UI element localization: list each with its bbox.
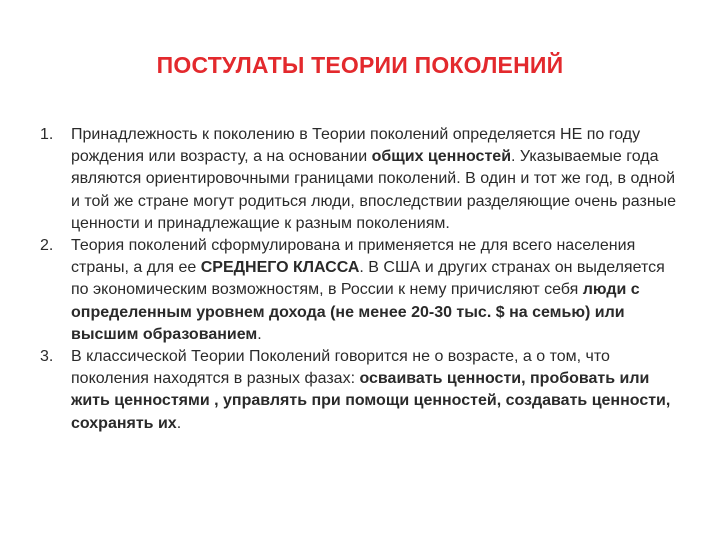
- postulate-emphasis: осваивать ценности, пробовать или жить ценностями , управлять при помощи ценностей, создавать ценности, сохранять их: [71, 370, 671, 432]
- postulate-text: .: [176, 414, 182, 432]
- item-number: 3.: [40, 348, 54, 366]
- postulate-emphasis: люди с определенным уровнем дохода (не менее 20-30 тыс. $ на семью) или высшим образованием: [71, 281, 640, 343]
- postulate-text: . В США и других странах он выделяется по экономическим возможностям, в России к нему причисляют себя: [71, 259, 665, 299]
- postulate-text: .: [257, 325, 262, 343]
- postulate-emphasis: СРЕДНЕГО КЛАССА: [200, 259, 360, 277]
- postulate-text: . Указываемые года являются ориентировочными границами поколений. В один и тот же год, в одной и той же стране могут родиться люди, впоследствии разделяющие очень разные ценности и принадлежащие к разным поколениям.: [71, 148, 677, 232]
- postulate-item-1: [40, 124, 680, 235]
- slide-title: ПОСТУЛАТЫ ТЕОРИИ ПОКОЛЕНИЙ: [156, 52, 564, 78]
- item-number: 2.: [40, 237, 54, 255]
- postulate-emphasis: общих ценностей: [371, 148, 512, 166]
- postulate-text: Принадлежность к поколению в Теории поколений определяется НЕ по году рождения или возрасту, а на основании: [71, 126, 641, 166]
- postulate-list: [40, 124, 680, 435]
- item-number: 1.: [40, 126, 54, 143]
- postulate-item-3: [40, 346, 680, 435]
- postulate-text: Теория поколений сформулирована и применяется не для всего населения страны, а для ее: [71, 237, 636, 277]
- postulate-item-2: [40, 235, 680, 346]
- postulate-text: В классической Теории Поколений говорится не о возрасте, а о том, что поколения находятся в разных фазах:: [71, 348, 610, 388]
